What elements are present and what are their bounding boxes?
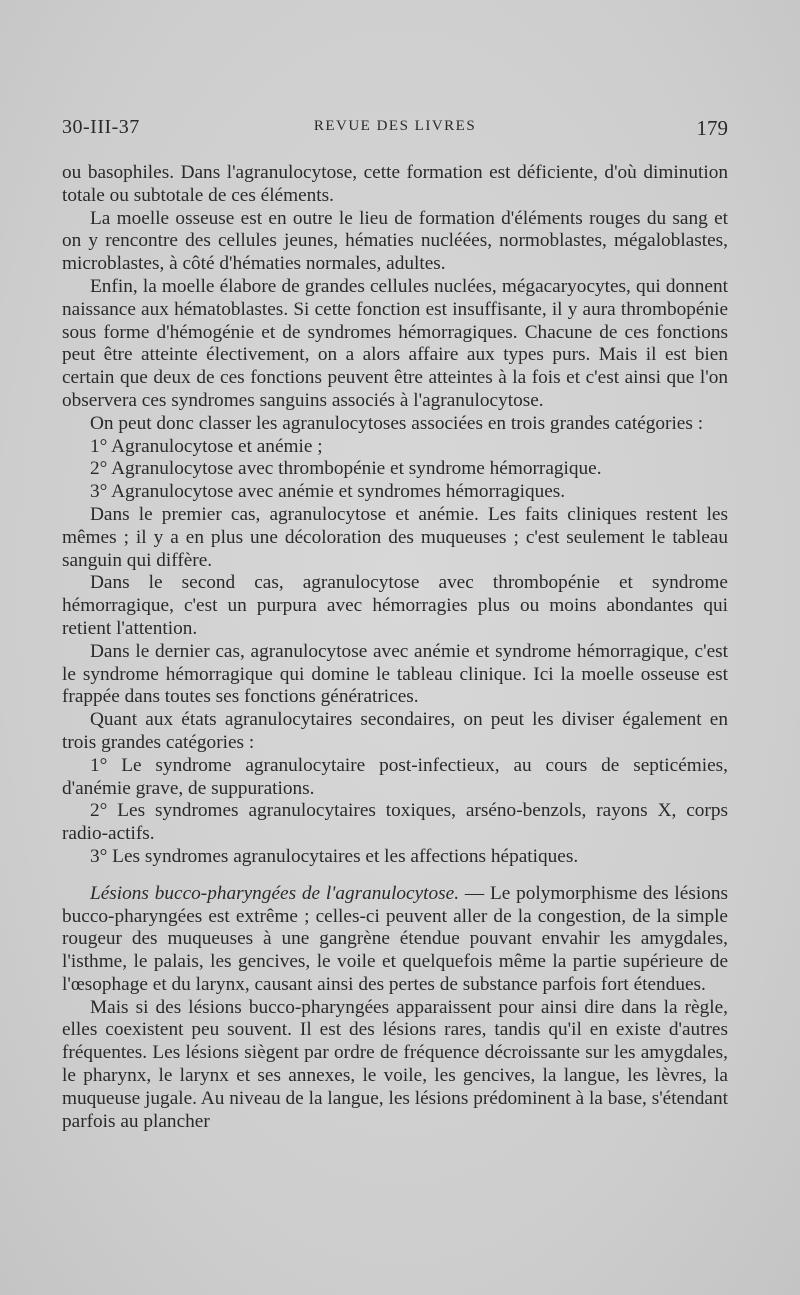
paragraph: On peut donc classer les agranulocytoses associées en trois grandes catégories : — [90, 412, 704, 434]
paragraph: Mais si des lésions bucco-pharyngées apparaissent pour ainsi dire dans la règle, elles coexistent peu souvent. Il est des lésions rares, tandis qu'il en existe d'autres fréquentes. Les lésions siègent par ordre de fréquence décroissante sur les amygdales, le pharynx, le larynx et ses annexes, le voile, les gencives, la langue, les lèvres, la muqueuse jugale. Au niveau de la langue, les lésions prédominent à la base, s'étendant parfois au plancher — [62, 996, 728, 1132]
paragraph: Dans le dernier cas, agranulocytose avec anémie et syndrome hémorragique, c'est le syndrome hémorragique qui domine le tableau clinique. Ici la moelle osseuse est frappée dans toutes ses fonctions génératrices. — [62, 640, 728, 708]
list-item: 1° Agranulocytose et anémie ; — [90, 435, 323, 457]
paragraph: Enfin, la moelle élabore de grandes cellules nuclées, mégacaryocytes, qui donnent naissance aux hématoblastes. Si cette fonction est insuffisante, il y aura thrombopénie sous forme d'hémogénie et de syndromes hémorragiques. Chacune de ces fonctions peut être atteinte électivement, on a alors affaire aux types purs. Mais il est bien certain que deux de ces fonctions peuvent être atteintes à la fois et c'est ainsi que l'on observera ces syndromes sanguins associés à l'agranulocytose. — [62, 275, 728, 411]
header-title: REVUE DES LIVRES — [313, 118, 477, 134]
body-text — [62, 162, 728, 1133]
section-title: Lésions bucco-pharyngées de l'agranulocytose. — [90, 882, 460, 904]
paragraph: ou basophiles. Dans l'agranulocytose, cette formation est déficiente, d'où diminution totale ou subtotale de ces éléments. — [62, 162, 728, 206]
list-item: 3° Les syndromes agranulocytaires et les affections hépatiques. — [90, 845, 579, 867]
list-item: 2° Agranulocytose avec thrombopénie et syndrome hémorragique. — [90, 458, 602, 480]
header-date: 30-III-37 — [62, 116, 140, 138]
section-intro: — Le polymorphisme des lésions bucco-pharyngées est extrême ; celles-ci peuvent aller de la congestion, de la simple rougeur des muqueuses à une gangrène étendue pouvant envahir les amygdales, l'isthme, le palais, les gencives, le voile et quelquefois même la partie supérieure de l'œsophage et du larynx, causant ainsi des pertes de substance parfois fort étendues. — [62, 882, 728, 995]
section-paragraph — [62, 883, 728, 997]
list-item: 3° Agranulocytose avec anémie et syndromes hémorragiques. — [90, 481, 566, 503]
page-number: 179 — [696, 116, 728, 140]
running-header — [62, 116, 728, 142]
list-item: 2° Les syndromes agranulocytaires toxiques, arséno-benzols, rayons X, corps radio-actifs. — [62, 800, 728, 845]
paragraph: Quant aux états agranulocytaires secondaires, on peut les diviser également en trois grandes catégories : — [62, 709, 728, 753]
paragraph: Dans le premier cas, agranulocytose et anémie. Les faits cliniques restent les mêmes ; il y a en plus une décoloration des muqueuses ; c'est seulement le tableau sanguin qui diffère. — [62, 503, 728, 571]
paragraph: Dans le second cas, agranulocytose avec thrombopénie et syndrome hémorragique, c'est un purpura avec hémorragies plus ou moins abondantes qui retient l'attention. — [62, 572, 728, 639]
paragraph: La moelle osseuse est en outre le lieu de formation d'éléments rouges du sang et on y rencontre des cellules jeunes, hématies nucléées, normoblastes, mégaloblastes, microblastes, à côté d'hématies normales, adultes. — [62, 207, 728, 275]
list-item: 1° Le syndrome agranulocytaire post-infectieux, au cours de septicémies, d'anémie grave, de suppurations. — [62, 754, 728, 799]
